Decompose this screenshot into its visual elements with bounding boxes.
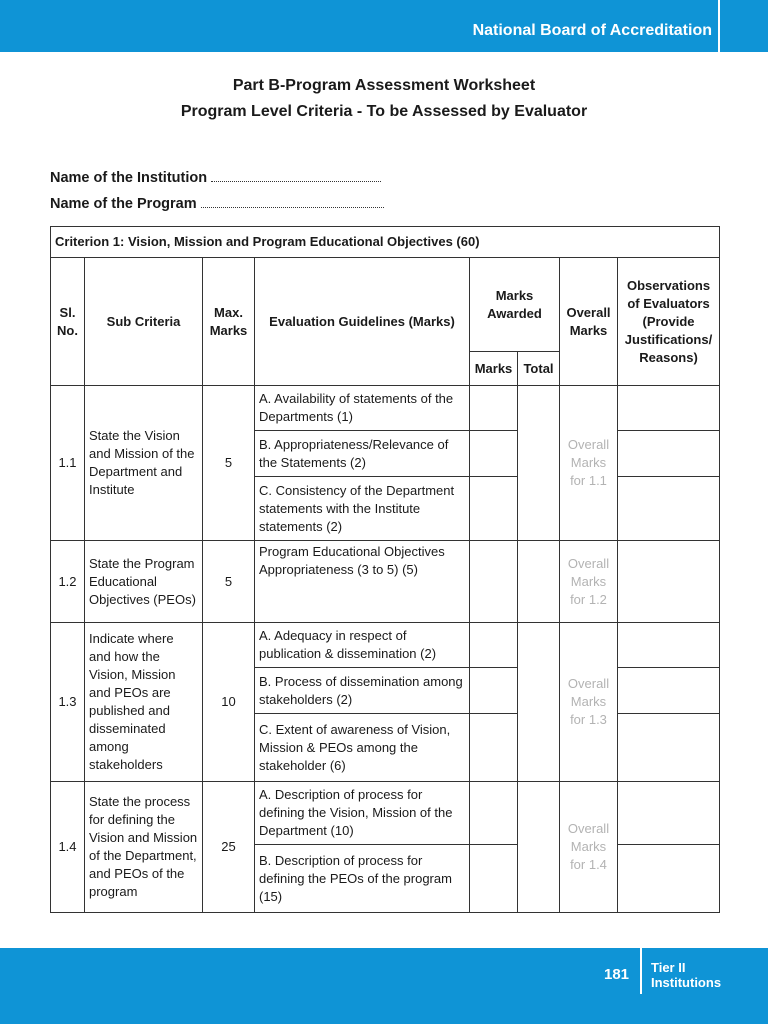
header-bar [0, 0, 768, 52]
row-sl: 1.2 [51, 541, 85, 623]
marks-cell[interactable] [470, 668, 518, 714]
marks-cell[interactable] [470, 541, 518, 623]
overall-marks-cell[interactable]: Overall Marks for 1.3 [560, 623, 618, 782]
header-max-marks: Max. Marks [203, 258, 255, 386]
tier-line-1: Tier II [651, 960, 686, 975]
total-cell[interactable] [518, 623, 560, 782]
tier-line-2: Institutions [651, 975, 722, 990]
observation-cell[interactable] [618, 714, 720, 782]
header-marks: Marks [470, 352, 518, 386]
observation-cell[interactable] [618, 386, 720, 431]
header-observations: Observations of Evaluators (Provide Justifications/ Reasons) [618, 258, 720, 386]
footer-bar [0, 948, 768, 1024]
footer-divider [640, 948, 642, 994]
observation-cell[interactable] [618, 623, 720, 668]
page-number: 181 [604, 966, 630, 983]
marks-cell[interactable] [470, 623, 518, 668]
guideline-item: B. Description of process for defining the PEOs of the program (15) [255, 845, 470, 913]
observation-cell[interactable] [618, 541, 720, 623]
marks-cell[interactable] [470, 477, 518, 541]
marks-cell[interactable] [470, 782, 518, 845]
header-sl: Sl. No. [51, 258, 85, 386]
guideline-item: Program Educational Objectives Appropriateness (3 to 5) (5) [255, 541, 470, 623]
observation-cell[interactable] [618, 477, 720, 541]
institution-label: Name of the Institution [50, 170, 208, 186]
observation-cell[interactable] [618, 782, 720, 845]
guideline-item: B. Process of dissemination among stakeholders (2) [255, 668, 470, 714]
institution-blank[interactable] [211, 169, 381, 182]
row-max-marks: 5 [203, 541, 255, 623]
row-sl: 1.1 [51, 386, 85, 541]
header-divider [718, 0, 720, 52]
guideline-item: A. Availability of statements of the Departments (1) [255, 386, 470, 431]
observation-cell[interactable] [618, 431, 720, 477]
row-max-marks: 10 [203, 623, 255, 782]
guideline-item: A. Description of process for defining the Vision, Mission of the Department (10) [255, 782, 470, 845]
row-sub-criteria: State the Program Educational Objectives (PEOs) [85, 541, 203, 623]
header-sub-criteria: Sub Criteria [85, 258, 203, 386]
observation-cell[interactable] [618, 845, 720, 913]
total-cell[interactable] [518, 782, 560, 913]
overall-marks-cell[interactable]: Overall Marks for 1.1 [560, 386, 618, 541]
program-field [50, 195, 384, 212]
program-blank[interactable] [201, 195, 384, 208]
page-title: Part B-Program Assessment Worksheet [232, 77, 536, 94]
row-max-marks: 5 [203, 386, 255, 541]
guideline-item: C. Extent of awareness of Vision, Mission & PEOs among the stakeholder (6) [255, 714, 470, 782]
observation-cell[interactable] [618, 668, 720, 714]
guideline-item: A. Adequacy in respect of publication & dissemination (2) [255, 623, 470, 668]
row-sl: 1.3 [51, 623, 85, 782]
total-cell[interactable] [518, 541, 560, 623]
program-label: Name of the Program [50, 196, 197, 212]
tier-label [651, 960, 721, 990]
row-sub-criteria: Indicate where and how the Vision, Mission and PEOs are published and disseminated among stakeholders [85, 623, 203, 782]
header-marks-awarded: Marks Awarded [470, 258, 560, 352]
guideline-item: B. Appropriateness/Relevance of the Statements (2) [255, 431, 470, 477]
header-evaluation-guidelines: Evaluation Guidelines (Marks) [255, 258, 470, 386]
page-subtitle: Program Level Criteria - To be Assessed by Evaluator [180, 103, 588, 120]
marks-cell[interactable] [470, 431, 518, 477]
total-cell[interactable] [518, 386, 560, 541]
header-overall-marks: Overall Marks [560, 258, 618, 386]
marks-cell[interactable] [470, 386, 518, 431]
row-sl: 1.4 [51, 782, 85, 913]
row-sub-criteria: State the Vision and Mission of the Department and Institute [85, 386, 203, 541]
overall-marks-cell[interactable]: Overall Marks for 1.4 [560, 782, 618, 913]
row-sub-criteria: State the process for defining the Vision and Mission of the Department, and PEOs of the program [85, 782, 203, 913]
marks-cell[interactable] [470, 845, 518, 913]
overall-marks-cell[interactable]: Overall Marks for 1.2 [560, 541, 618, 623]
header-total: Total [518, 352, 560, 386]
header-title: National Board of Accreditation [472, 22, 712, 39]
criterion-title: Criterion 1: Vision, Mission and Program Educational Objectives (60) [51, 227, 720, 258]
marks-cell[interactable] [470, 714, 518, 782]
assessment-table [50, 226, 720, 913]
row-max-marks: 25 [203, 782, 255, 913]
guideline-item: C. Consistency of the Department statements with the Institute statements (2) [255, 477, 470, 541]
institution-field [50, 169, 381, 186]
